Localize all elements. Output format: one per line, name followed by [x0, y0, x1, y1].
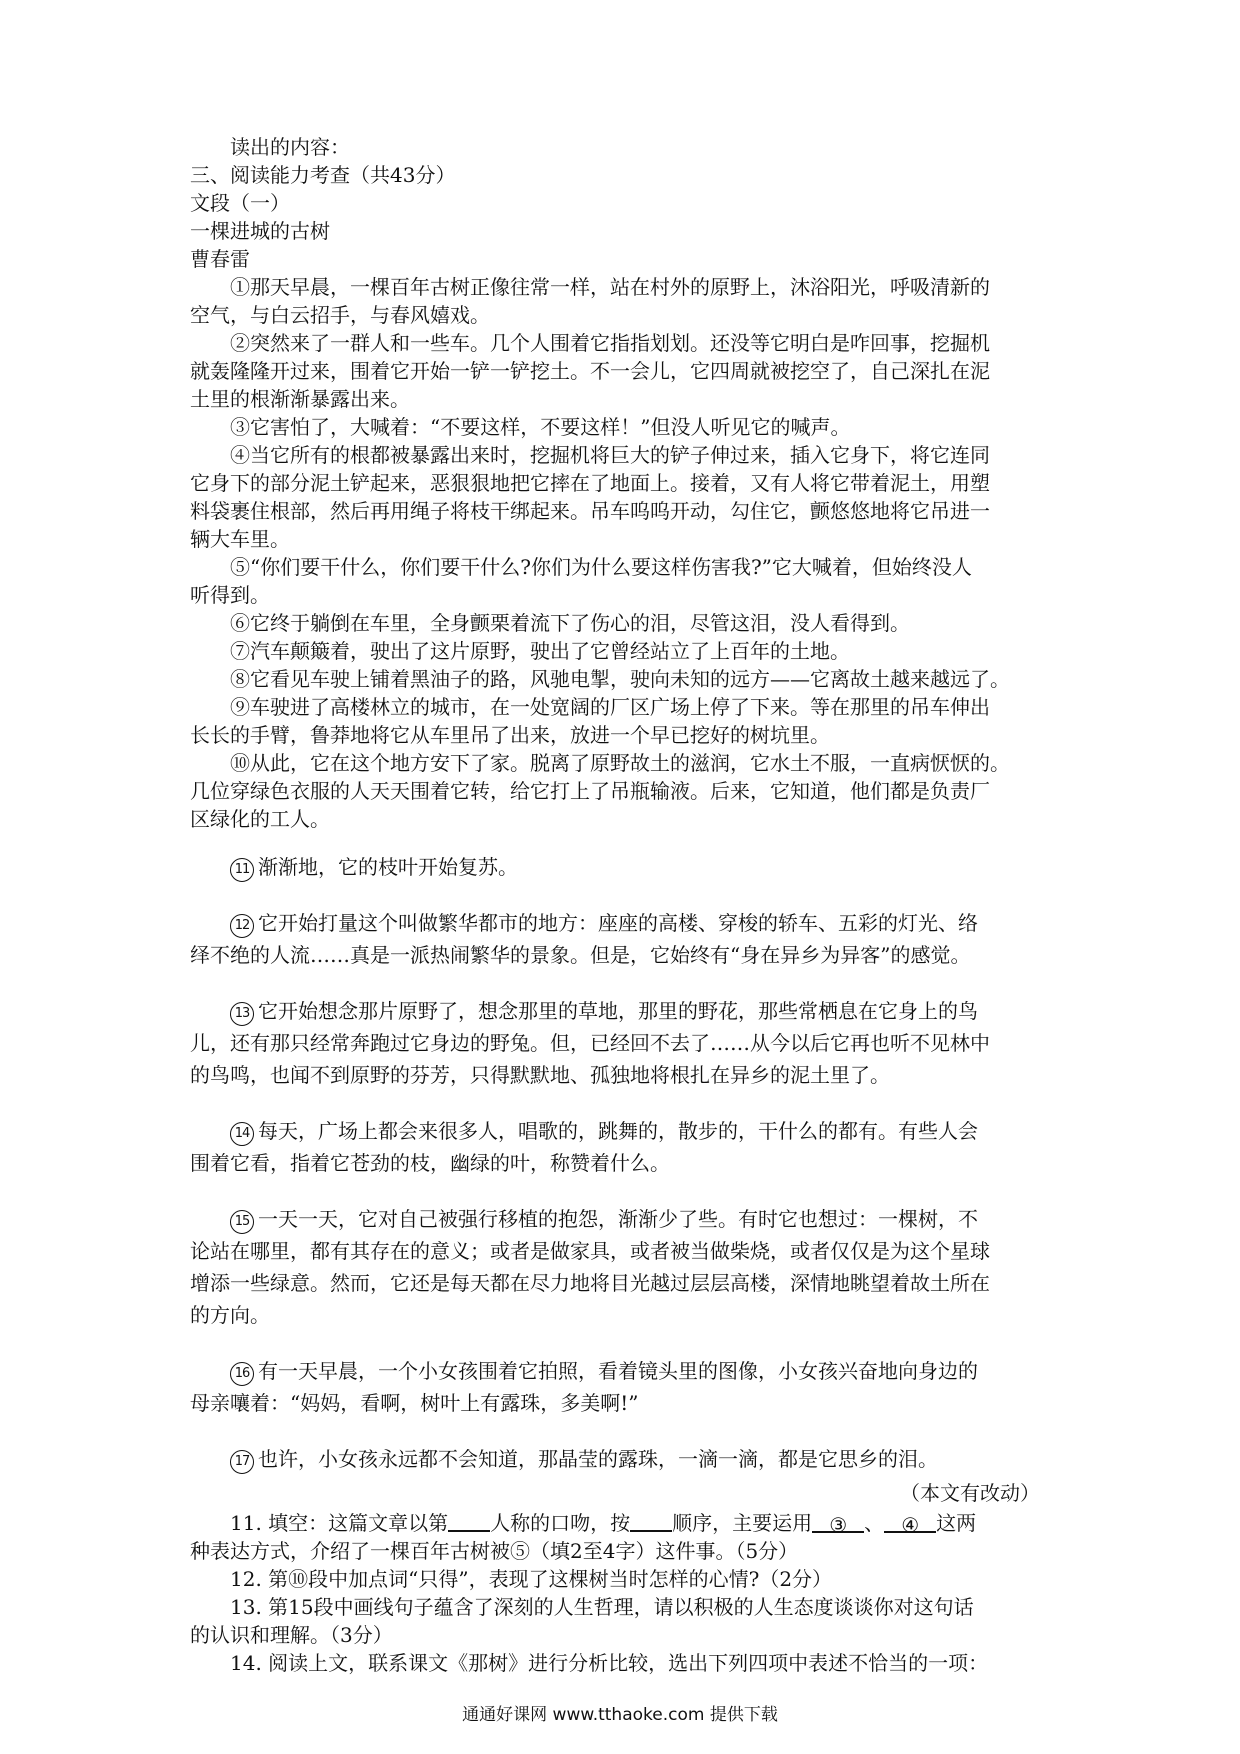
paragraph-10-line: 区绿化的工人。	[190, 807, 330, 831]
paragraph-13-line: 的鸟鸣，也闻不到原野的芬芳，只得默默地、孤独地将根扎在异乡的泥土里了。	[190, 1063, 890, 1087]
paragraph-number-badge: 12	[230, 914, 254, 938]
paragraph-17-line: 17 也许，小女孩永远都不会知道，那晶莹的露珠，一滴一滴，都是它思乡的泪。	[190, 1445, 1100, 1474]
source-note: （本文有改动）	[900, 1481, 1040, 1505]
section-title: 三、阅读能力考查（共43分）	[190, 163, 456, 187]
answer-blank[interactable]: ③	[812, 1511, 864, 1533]
answer-blank[interactable]	[448, 1510, 490, 1532]
paragraph-5-line: 听得到。	[190, 583, 270, 607]
paragraph-4-line: ④当它所有的根都被暴露出来时，挖掘机将巨大的铲子伸过来，插入它身下，将它连同	[230, 443, 990, 467]
paragraph-2-line: 就轰隆隆开过来，围着它开始一铲一铲挖土。不一会儿，它四周就被挖空了，自己深扎在泥	[190, 359, 990, 383]
paragraph-10-line: 几位穿绿色衣服的人天天围着它转，给它打上了吊瓶输液。后来，它知道，他们都是负责厂	[190, 779, 990, 803]
paragraph-5-line: ⑤“你们要干什么，你们要干什么?你们为什么要这样伤害我?”它大喊着，但始终没人	[230, 555, 972, 579]
question-13: 13. 第15段中画线句子蕴含了深刻的人生哲理，请以积极的人生态度谈谈你对这句话	[230, 1595, 974, 1619]
paragraph-12-line: 绎不绝的人流……真是一派热闹繁华的景象。但是，它始终有“身在异乡为异客”的感觉。	[190, 943, 971, 967]
paragraph-number-badge: 11	[230, 858, 254, 882]
paragraph-8-line: ⑧它看见车驶上铺着黑油子的路，风驰电掣，驶向未知的远方——它离故土越来越远了。	[230, 667, 1010, 691]
paragraph-9-line: ⑨车驶进了高楼林立的城市，在一处宽阔的厂区广场上停了下来。等在那里的吊车伸出	[230, 695, 990, 719]
paragraph-11-line: 11 渐渐地，它的枝叶开始复苏。	[190, 853, 1100, 882]
question-14: 14. 阅读上文，联系课文《那树》进行分析比较，选出下列四项中表述不恰当的一项：	[230, 1651, 989, 1675]
paragraph-13-line: 13 它开始想念那片原野了，想念那里的草地，那里的野花，那些常栖息在它身上的鸟	[190, 997, 1100, 1026]
article-title: 一棵进城的古树	[190, 219, 330, 243]
paragraph-15-line: 15 一天一天，它对自己被强行移植的抱怨，渐渐少了些。有时它也想过：一棵树，不	[190, 1205, 1100, 1234]
question-11: 11. 填空：这篇文章以第 人称的口吻，按 顺序，主要运用 ③ 、 ④ 这两	[230, 1511, 977, 1537]
read-content-label: 读出的内容：	[230, 135, 350, 159]
question-12: 12. 第⑩段中加点词“只得”，表现了这棵树当时怎样的心情?（2分）	[230, 1567, 833, 1591]
paragraph-16-line: 16 有一天早晨，一个小女孩围着它拍照，看着镜头里的图像，小女孩兴奋地向身边的	[190, 1357, 1100, 1386]
paragraph-12-line: 12 它开始打量这个叫做繁华都市的地方：座座的高楼、穿梭的轿车、五彩的灯光、络	[190, 909, 1100, 938]
paragraph-2-line: 土里的根渐渐暴露出来。	[190, 387, 410, 411]
paragraph-1-line: ①那天早晨，一棵百年古树正像往常一样，站在村外的原野上，沐浴阳光，呼吸清新的	[230, 275, 990, 299]
question-13-line-2: 的认识和理解。（3分）	[190, 1623, 393, 1647]
answer-blank[interactable]: ④	[884, 1511, 936, 1533]
paragraph-2-line: ②突然来了一群人和一些车。几个人围着它指指划划。还没等它明白是咋回事，挖掘机	[230, 331, 990, 355]
paragraph-4-line: 辆大车里。	[190, 527, 290, 551]
paragraph-15-line: 的方向。	[190, 1303, 270, 1327]
paragraph-3-line: ③它害怕了，大喊着：“不要这样，不要这样！”但没人听见它的喊声。	[230, 415, 851, 439]
passage-label: 文段（一）	[190, 191, 290, 215]
paragraph-number-badge: 16	[230, 1362, 254, 1386]
paragraph-10-line: ⑩从此，它在这个地方安下了家。脱离了原野故土的滋润，它水土不服，一直病恹恹的。	[230, 751, 1010, 775]
paragraph-4-line: 料袋裹住根部，然后再用绳子将枝干绑起来。吊车呜呜开动，勾住它，颤悠悠地将它吊进一	[190, 499, 990, 523]
paragraph-13-line: 儿，还有那只经常奔跑过它身边的野兔。但，已经回不去了……从今以后它再也听不见林中	[190, 1031, 990, 1055]
paragraph-number-badge: 17	[230, 1450, 254, 1474]
paragraph-16-line: 母亲嚷着：“妈妈，看啊，树叶上有露珠，多美啊!”	[190, 1391, 639, 1415]
paragraph-6-line: ⑥它终于躺倒在车里，全身颤栗着流下了伤心的泪，尽管这泪，没人看得到。	[230, 611, 910, 635]
question-11-line-2: 种表达方式，介绍了一棵百年古树被⑤（填2至4字）这件事。（5分）	[190, 1539, 799, 1563]
paragraph-14-line: 14 每天，广场上都会来很多人，唱歌的，跳舞的，散步的，干什么的都有。有些人会	[190, 1117, 1100, 1146]
paragraph-14-line: 围着它看，指着它苍劲的枝，幽绿的叶，称赞着什么。	[190, 1151, 670, 1175]
paragraph-9-line: 长长的手臂，鲁莽地将它从车里吊了出来，放进一个早已挖好的树坑里。	[190, 723, 830, 747]
paragraph-7-line: ⑦汽车颠簸着，驶出了这片原野，驶出了它曾经站立了上百年的土地。	[230, 639, 850, 663]
footer-credit: 通通好课网 www.tthaoke.com 提供下载	[462, 1705, 778, 1725]
paragraph-15-line: 论站在哪里，都有其存在的意义；或者是做家具，或者被当做柴烧，或者仅仅是为这个星球	[190, 1239, 990, 1263]
author-name: 曹春雷	[190, 247, 250, 271]
paragraph-4-line: 它身下的部分泥土铲起来，恶狠狠地把它摔在了地面上。接着，又有人将它带着泥土，用塑	[190, 471, 990, 495]
answer-blank[interactable]	[630, 1510, 672, 1532]
paragraph-number-badge: 15	[230, 1210, 254, 1234]
paragraph-number-badge: 13	[230, 1002, 254, 1026]
paragraph-1-line: 空气，与白云招手，与春风嬉戏。	[190, 303, 490, 327]
paragraph-15-line: 增添一些绿意。然而，它还是每天都在尽力地将目光越过层层高楼，深情地眺望着故土所在	[190, 1271, 990, 1295]
paragraph-number-badge: 14	[230, 1122, 254, 1146]
